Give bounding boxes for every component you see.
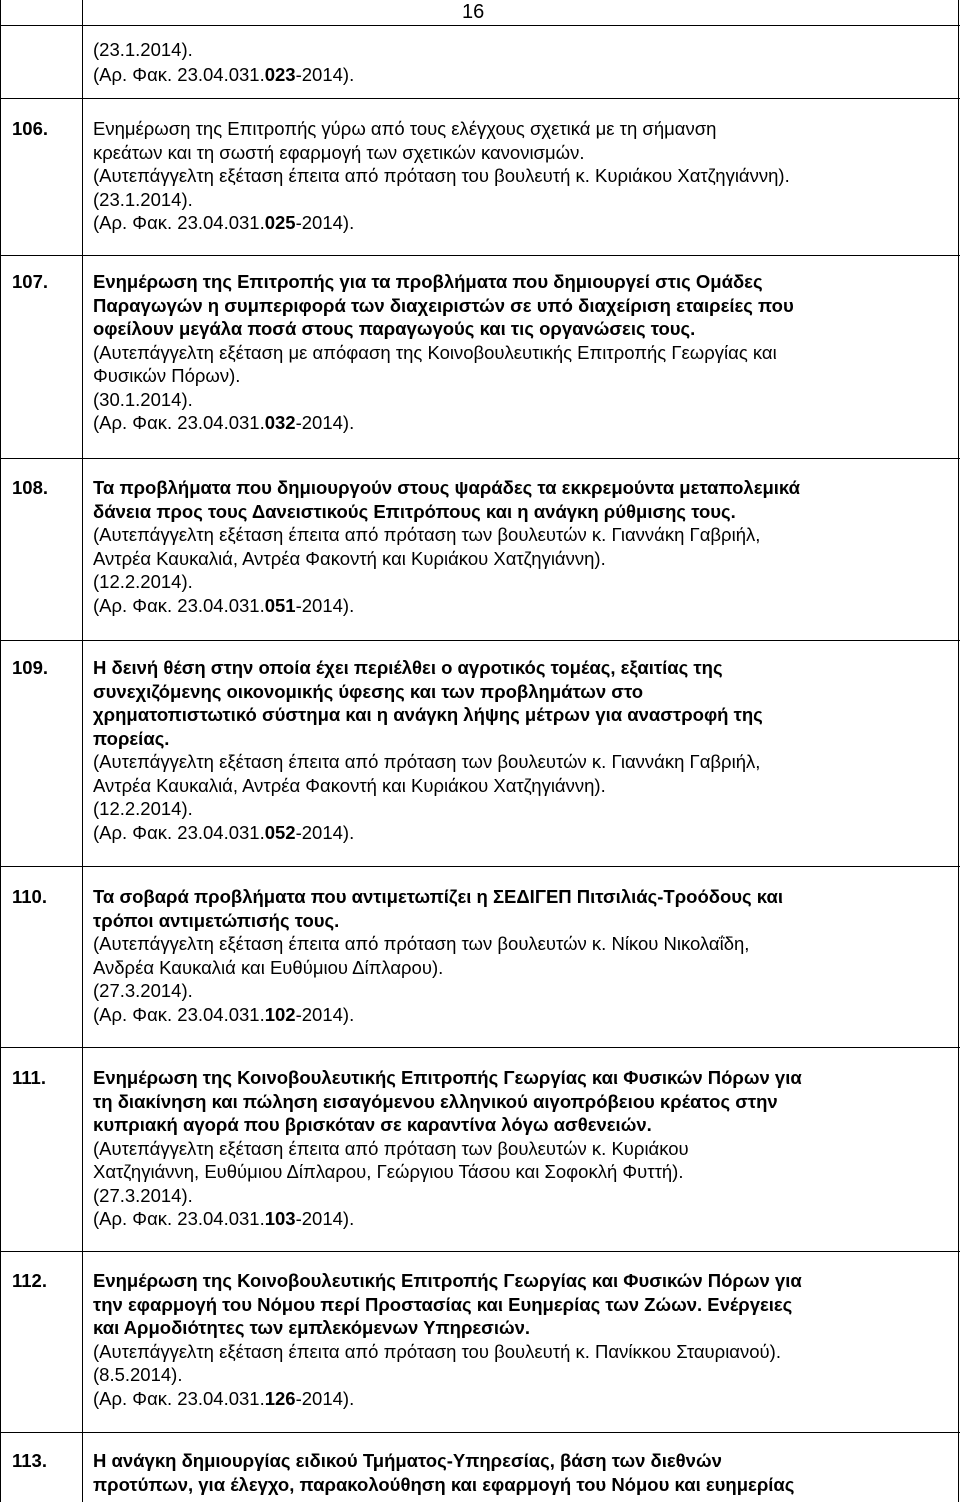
agenda-item-detail-line: Φυσικών Πόρων). xyxy=(93,365,241,386)
agenda-item-title-line: Τα προβλήματα που δημιουργούν στους ψαράδες τα εκκρεμούντα μεταπολεμικά xyxy=(93,477,801,498)
agenda-item-number: 113. xyxy=(12,1450,47,1471)
file-ref-suffix: -2014). xyxy=(295,212,355,233)
file-ref-prefix: (Αρ. Φακ. 23.04.031. xyxy=(93,821,265,843)
file-ref-number: 126 xyxy=(264,1387,296,1409)
agenda-item-file-ref xyxy=(93,1003,354,1026)
file-ref-number: 051 xyxy=(264,594,296,616)
file-ref-suffix: -2014). xyxy=(295,412,355,433)
file-ref-number: 103 xyxy=(264,1208,296,1229)
table-right-border xyxy=(958,0,959,1502)
agenda-item-title-line: συνεχιζόμενης οικονομικής ύφεσης και των προβλημάτων στο xyxy=(93,680,644,702)
agenda-item-detail-line: (30.1.2014). xyxy=(93,388,193,410)
agenda-item-file-ref xyxy=(93,411,354,434)
file-ref-prefix: (Αρ. Φακ. 23.04.031. xyxy=(93,212,265,233)
agenda-item-title-line: προτύπων, για έλεγχο, παρακολούθηση και εφαρμογή του Νόμου και ευημερίας xyxy=(93,1473,795,1495)
agenda-item-detail-line: (12.2.2014). xyxy=(93,798,193,819)
table-column-divider xyxy=(82,0,83,1502)
agenda-item-detail-line: (Αυτεπάγγελτη εξέταση έπειτα από πρόταση του βουλευτή κ. Κυριάκου Χατζηγιάννη). xyxy=(93,165,790,186)
agenda-item-title-line: και Αρμοδιότητες των εμπλεκόμενων Υπηρεσιών. xyxy=(93,1317,531,1338)
page-number: 16 xyxy=(462,1,485,23)
agenda-item-detail-line: (Αυτεπάγγελτη εξέταση έπειτα από πρόταση των βουλευτών κ. Γιαννάκη Γαβριήλ, xyxy=(93,524,761,545)
fragment-file-ref xyxy=(93,63,354,86)
file-ref-number: 052 xyxy=(264,821,296,843)
agenda-item-detail-line: (12.2.2014). xyxy=(93,571,193,592)
agenda-item-file-ref xyxy=(93,1207,354,1230)
agenda-item-number: 110. xyxy=(12,886,47,907)
agenda-item-title-line: Ενημέρωση της Κοινοβουλευτικής Επιτροπής Γεωργίας και Φυσικών Πόρων για xyxy=(93,1067,802,1088)
agenda-item-number: 112. xyxy=(12,1270,47,1291)
agenda-item-file-ref xyxy=(93,1387,354,1410)
table-row-divider xyxy=(0,255,960,256)
agenda-item-title-line: Ενημέρωση της Επιτροπής για τα προβλήματα που δημιουργεί στις Ομάδες xyxy=(93,271,763,292)
agenda-item-file-ref xyxy=(93,821,354,844)
file-ref-suffix: -2014). xyxy=(295,1387,355,1409)
agenda-item-detail-line: (27.3.2014). xyxy=(93,1184,193,1206)
agenda-item-file-ref xyxy=(93,594,354,617)
table-row-divider xyxy=(0,1251,960,1252)
agenda-item-title-line: Ενημέρωση της Κοινοβουλευτικής Επιτροπής Γεωργίας και Φυσικών Πόρων για xyxy=(93,1270,802,1291)
agenda-item-title-line: οφείλουν μεγάλα ποσά στους παραγωγούς και τις οργανώσεις τους. xyxy=(93,318,696,339)
agenda-item-title-line: χρηματοπιστωτικό σύστημα και η ανάγκη λήψης μέτρων για αναστροφή της xyxy=(93,704,763,725)
fragment-file-suffix: -2014). xyxy=(295,64,355,85)
table-row-divider xyxy=(0,640,960,641)
file-ref-number: 102 xyxy=(264,1003,296,1025)
agenda-item-detail-line: Χατζηγιάννη, Ευθύμιου Δίπλαρου, Γεώργιου Τάσου και Σοφοκλή Φυττή). xyxy=(93,1161,684,1182)
file-ref-prefix: (Αρ. Φακ. 23.04.031. xyxy=(93,412,265,433)
file-ref-prefix: (Αρ. Φακ. 23.04.031. xyxy=(93,1387,265,1409)
agenda-item-detail-line: Αντρέα Καυκαλιά, Αντρέα Φακοντή και Κυριάκου Χατζηγιάννη). xyxy=(93,547,606,569)
agenda-item-title-line: κρεάτων και τη σωστή εφαρμογή των σχετικών κανονισμών. xyxy=(93,141,585,163)
agenda-item-number: 109. xyxy=(12,657,49,678)
agenda-item-detail-line: Αντρέα Καυκαλιά, Αντρέα Φακοντή και Κυριάκου Χατζηγιάννη). xyxy=(93,774,606,796)
agenda-item-title-line: τρόποι αντιμετώπισής τους. xyxy=(93,909,340,931)
agenda-item-detail-line: (23.1.2014). xyxy=(93,188,193,210)
agenda-item-detail-line: (Αυτεπάγγελτη εξέταση έπειτα από πρόταση του βουλευτή κ. Πανίκκου Σταυριανού). xyxy=(93,1340,781,1362)
agenda-item-title-line: Τα σοβαρά προβλήματα που αντιμετωπίζει η ΣΕΔΙΓΕΠ Πιτσιλιάς-Τροόδους και xyxy=(93,886,784,907)
agenda-item-detail-line: (Αυτεπάγγελτη εξέταση με απόφαση της Κοινοβουλευτικής Επιτροπής Γεωργίας και xyxy=(93,341,777,363)
agenda-item-title-line: Η δεινή θέση στην οποία έχει περιέλθει ο αγροτικός τομέας, εξαιτίας της xyxy=(93,657,723,678)
file-ref-number: 025 xyxy=(264,212,296,233)
table-row-divider xyxy=(0,98,960,99)
agenda-item-file-ref xyxy=(93,211,354,234)
agenda-item-number: 107. xyxy=(12,271,49,292)
fragment-file-number: 023 xyxy=(264,64,296,85)
file-ref-prefix: (Αρ. Φακ. 23.04.031. xyxy=(93,1208,265,1229)
agenda-item-title-line: Η ανάγκη δημιουργίας ειδικού Τμήματος-Υπηρεσίας, βάση των διεθνών xyxy=(93,1450,722,1471)
file-ref-number: 032 xyxy=(264,412,296,433)
agenda-item-detail-line: Ανδρέα Καυκαλιά και Ευθύμιου Δίπλαρου). xyxy=(93,956,444,978)
agenda-item-title-line: κυπριακή αγορά που βρισκόταν σε καραντίνα λόγω ασθενειών. xyxy=(93,1114,652,1135)
table-row-divider xyxy=(0,1047,960,1048)
agenda-item-detail-line: (27.3.2014). xyxy=(93,980,193,1001)
fragment-date: (23.1.2014). xyxy=(93,39,193,60)
agenda-item-number: 111. xyxy=(12,1067,46,1088)
agenda-item-title-line: Παραγωγών η συμπεριφορά των διαχειριστών σε υπό διαχείριση εταιρείες που xyxy=(93,294,794,316)
agenda-item-title-line: τη διακίνηση και πώληση εισαγόμενου ελληνικού αιγοπρόβειου κρέατος στην xyxy=(93,1090,778,1112)
table-top-border xyxy=(0,25,960,26)
fragment-file-prefix: (Αρ. Φακ. 23.04.031. xyxy=(93,64,265,85)
agenda-item-detail-line: (Αυτεπάγγελτη εξέταση έπειτα από πρόταση των βουλευτών κ. Νίκου Νικολαΐδη, xyxy=(93,933,750,954)
agenda-item-detail-line: (Αυτεπάγγελτη εξέταση έπειτα από πρόταση των βουλευτών κ. Γιαννάκη Γαβριήλ, xyxy=(93,751,761,772)
file-ref-suffix: -2014). xyxy=(295,594,355,616)
file-ref-suffix: -2014). xyxy=(295,1208,355,1229)
table-row-divider xyxy=(0,1432,960,1433)
agenda-item-number: 106. xyxy=(12,118,49,139)
agenda-item-number: 108. xyxy=(12,477,49,498)
agenda-item-detail-line: (Αυτεπάγγελτη εξέταση έπειτα από πρόταση των βουλευτών κ. Κυριάκου xyxy=(93,1137,689,1159)
file-ref-suffix: -2014). xyxy=(295,1003,355,1025)
file-ref-prefix: (Αρ. Φακ. 23.04.031. xyxy=(93,1003,265,1025)
agenda-item-title-line: την εφαρμογή του Νόμου περί Προστασίας και Ευημερίας των Ζώων. Ενέργειες xyxy=(93,1293,793,1315)
file-ref-prefix: (Αρ. Φακ. 23.04.031. xyxy=(93,594,265,616)
agenda-item-title-line: πορείας. xyxy=(93,727,170,749)
agenda-item-title-line: Ενημέρωση της Επιτροπής γύρω από τους ελέγχους σχετικά με τη σήμανση xyxy=(93,118,717,139)
table-row-divider xyxy=(0,458,960,459)
table-left-border xyxy=(0,0,1,1502)
agenda-item-detail-line: (8.5.2014). xyxy=(93,1364,183,1385)
file-ref-suffix: -2014). xyxy=(295,821,355,843)
table-row-divider xyxy=(0,866,960,867)
agenda-item-title-line: δάνεια προς τους Δανειστικούς Επιτρόπους και η ανάγκη ρύθμισης τους. xyxy=(93,500,736,522)
